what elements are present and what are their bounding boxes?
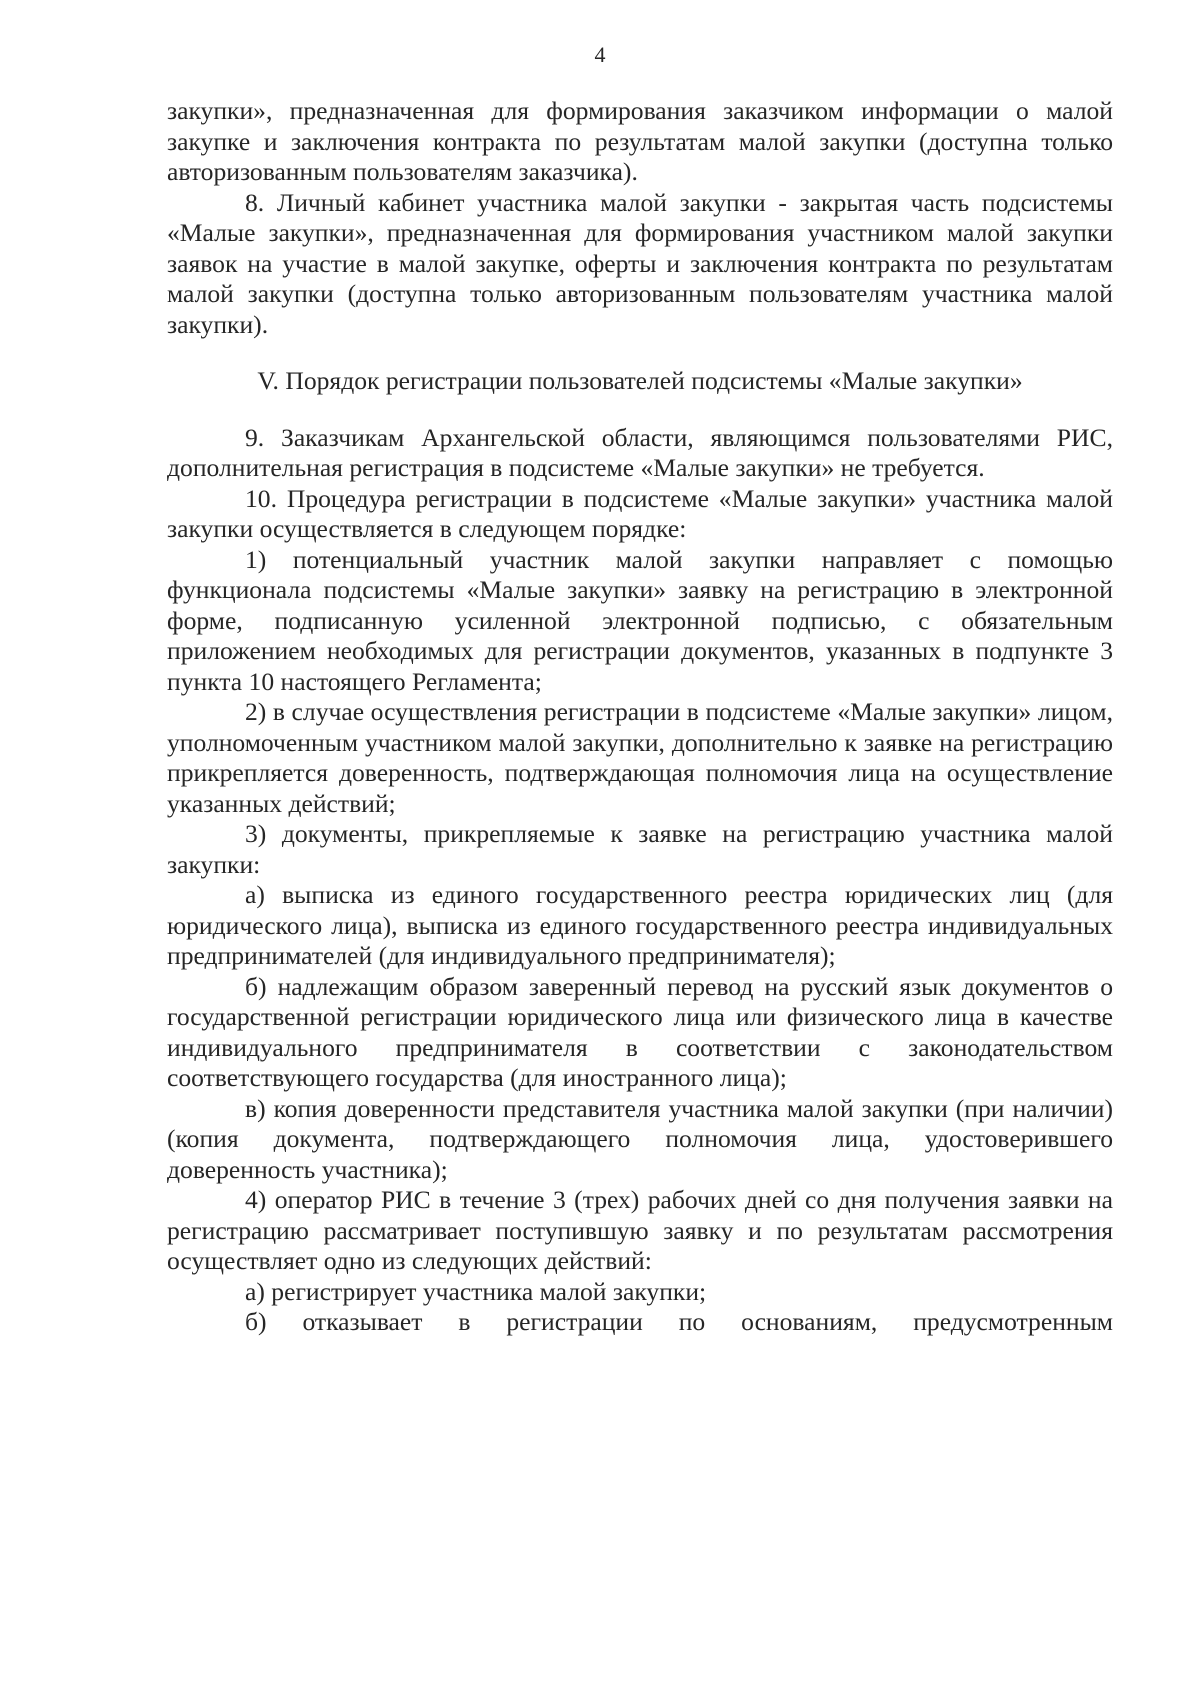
paragraph-subitem-3a: а) выписка из единого государственного реестра юридических лиц (для юридического лица), выписка из единого государственного реестра индивидуальных предпринимателей (для индивидуального предпринимателя); [167, 880, 1113, 970]
paragraph-subitem-2: 2) в случае осуществления регистрации в подсистеме «Малые закупки» лицом, уполномоченным участником малой закупки, дополнительно к заявке на регистрацию прикрепляется доверенность, подтверждающая полномочия лица на осуществление указанных действий; [167, 697, 1113, 818]
paragraph-continuation: закупки», предназначенная для формирования заказчиком информации о малой закупке и заключения контракта по результатам малой закупки (доступна только авторизованным пользователям заказчика). [167, 96, 1113, 186]
paragraph-subitem-4: 4) оператор РИС в течение 3 (трех) рабочих дней со дня получения заявки на регистрацию рассматривает поступившую заявку и по результатам рассмотрения осуществляет одно из следующих действий: [167, 1185, 1113, 1275]
page-number: 4 [594, 42, 606, 67]
paragraph-subitem-4a: а) регистрирует участника малой закупки; [245, 1276, 707, 1306]
paragraph-item-10: 10. Процедура регистрации в подсистеме «Малые закупки» участника малой закупки осуществляется в следующем порядке: [167, 483, 1113, 543]
paragraph-subitem-4b: б) отказывает в регистрации по основаниям, предусмотренным [245, 1307, 1113, 1336]
document-body [167, 96, 1113, 1338]
paragraph-item-9: 9. Заказчикам Архангельской области, являющимся пользователями РИС, дополнительная регистрация в подсистеме «Малые закупки» не требуется. [167, 422, 1113, 482]
paragraph-subitem-3v: в) копия доверенности представителя участника малой закупки (при наличии) (копия документа, подтверждающего полномочия лица, удостоверившего доверенность участника); [167, 1093, 1113, 1184]
paragraph-subitem-3b: б) надлежащим образом заверенный перевод на русский язык документов о государственной регистрации юридического лица или физического лица в качестве индивидуального предпринимателя в соответствии с законодательством соответствующего государства (для иностранного лица); [167, 971, 1113, 1092]
paragraph-item-8: 8. Личный кабинет участника малой закупки - закрытая часть подсистемы «Малые закупки», предназначенная для формирования участником малой закупки заявок на участие в малой закупке, оферты и заключения контракта по результатам малой закупки (доступна только авторизованным пользователям участника малой закупки). [167, 187, 1113, 339]
paragraph-subitem-1: 1) потенциальный участник малой закупки направляет с помощью функционала подсистемы «Малые закупки» заявку на регистрацию в электронной форме, подписанную усиленной электронной подписью, с обязательным приложением необходимых для регистрации документов, указанных в подпункте 3 пункта 10 настоящего Регламента; [167, 544, 1113, 696]
section-heading: V. Порядок регистрации пользователей подсистемы «Малые закупки» [257, 366, 1023, 395]
paragraph-subitem-3: 3) документы, прикрепляемые к заявке на регистрацию участника малой закупки: [167, 819, 1113, 879]
